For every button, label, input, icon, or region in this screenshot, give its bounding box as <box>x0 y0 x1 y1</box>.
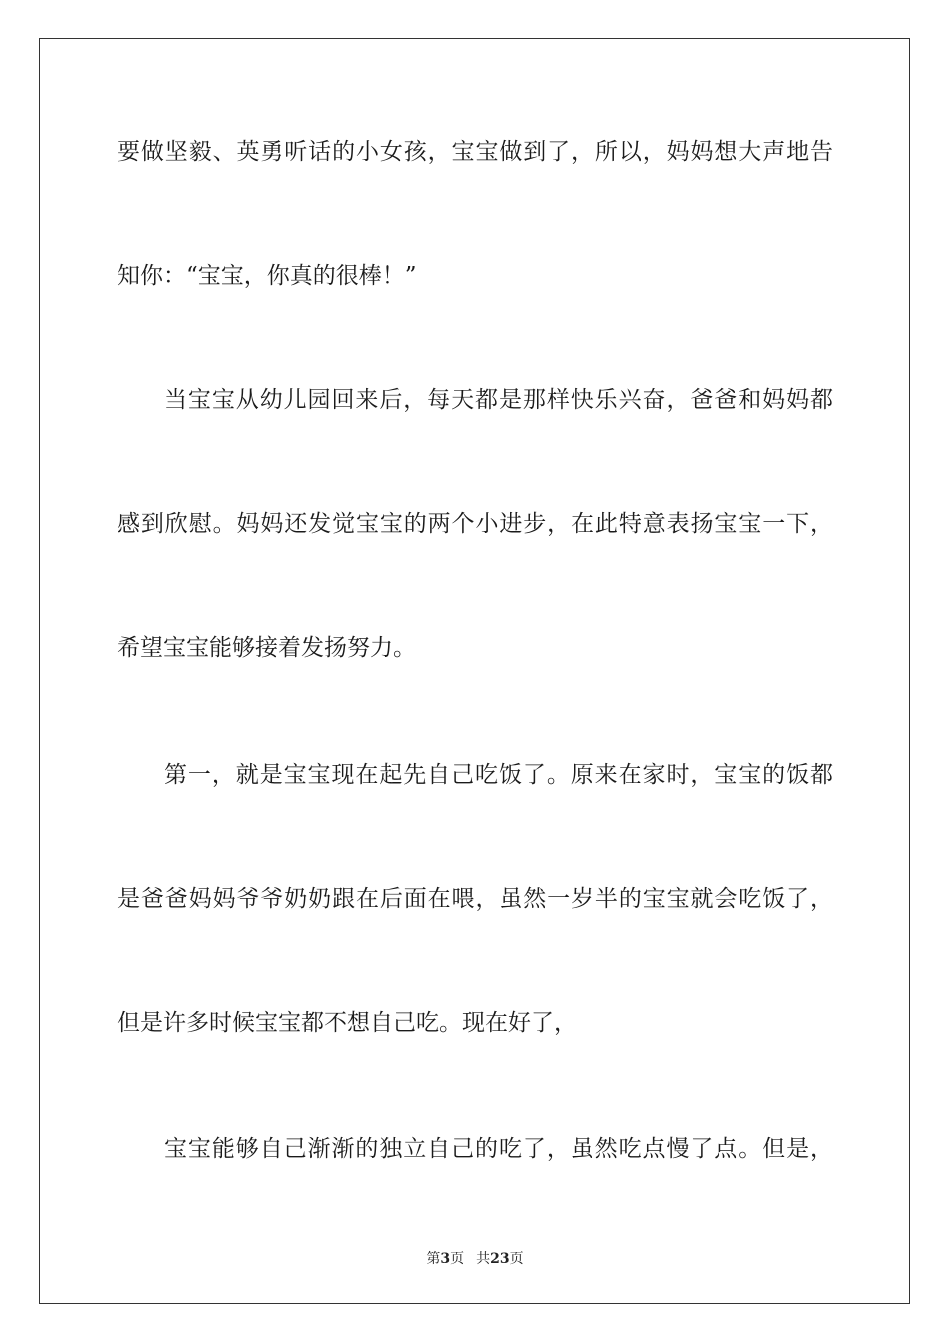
text-line-2: 知你：“宝宝，你真的很棒！” <box>117 263 417 289</box>
footer-page-unit: 页 <box>450 1251 465 1267</box>
text-line-7: 是爸爸妈妈爷爷奶奶跟在后面在喂，虽然一岁半的宝宝就会吃饭了， <box>117 886 833 912</box>
text-line-8: 但是许多时候宝宝都不想自己吃。现在好了， <box>117 1010 577 1036</box>
text-line-5: 希望宝宝能够接着发扬努力。 <box>117 635 416 661</box>
text-line-6: 第一，就是宝宝现在起先自己吃饭了。原来在家时，宝宝的饭都 <box>164 762 833 788</box>
text-line-3: 当宝宝从幼儿园回来后，每天都是那样快乐兴奋，爸爸和妈妈都 <box>164 387 833 413</box>
text-line-1: 要做坚毅、英勇听话的小女孩，宝宝做到了，所以，妈妈想大声地告 <box>117 139 833 165</box>
text-line-4: 感到欣慰。妈妈还发觉宝宝的两个小进步，在此特意表扬宝宝一下， <box>117 511 833 537</box>
current-page-number: 3 <box>440 1251 451 1267</box>
footer-total-prefix: 共 <box>476 1251 491 1267</box>
footer-prefix: 第 <box>426 1251 441 1267</box>
text-line-9: 宝宝能够自己渐渐的独立自己的吃了，虽然吃点慢了点。但是， <box>164 1136 833 1162</box>
footer-total-unit: 页 <box>509 1251 524 1267</box>
page-border <box>39 38 910 1304</box>
total-page-number: 23 <box>490 1251 510 1267</box>
page-footer <box>0 1248 950 1268</box>
